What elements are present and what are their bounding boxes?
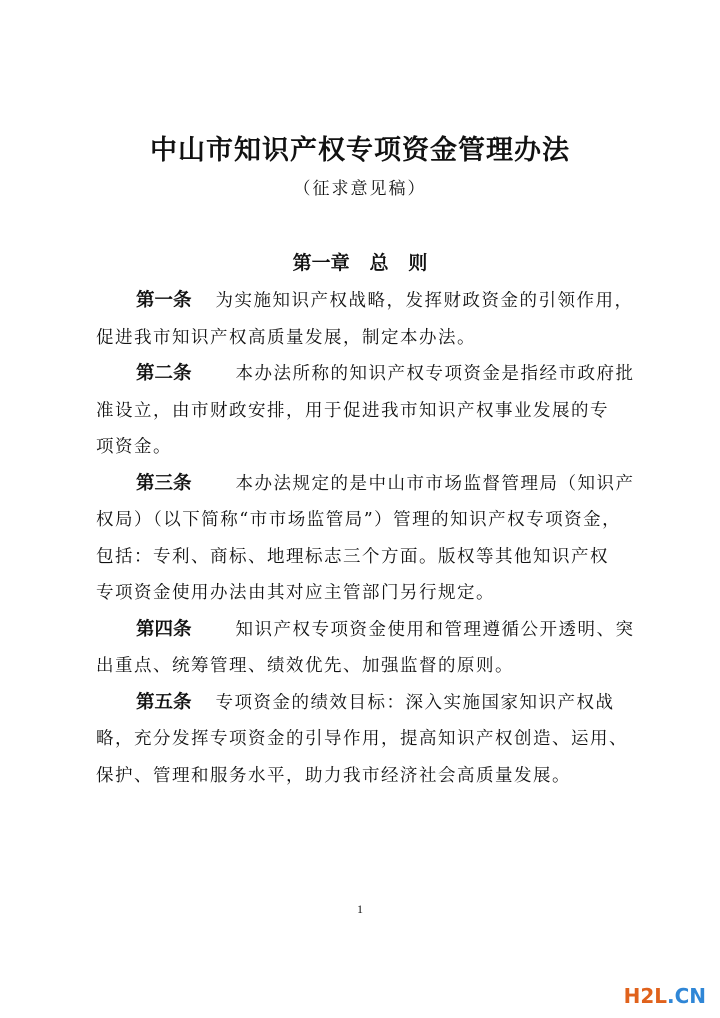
article-line: 权局）（以下简称“市市场监管局”）管理的知识产权专项资金， — [96, 510, 622, 530]
article-text: 本办法规定的是中山市市场监督管理局（知识产 — [235, 473, 635, 494]
article-text: 为实施知识产权战略，发挥财政资金的引领作用， — [215, 291, 634, 311]
article-line: 略，充分发挥专项资金的引导作用，提高知识产权创造、运用、 — [96, 729, 628, 749]
article-line: 出重点、统筹管理、绩效优先、加强监督的原则。 — [96, 656, 514, 676]
article-label: 第三条 — [136, 472, 192, 494]
article-label: 第一条 — [136, 290, 192, 311]
watermark-part-2: .CN — [666, 984, 706, 1008]
article-line: 项资金。 — [96, 437, 172, 457]
article-label: 第二条 — [136, 363, 192, 384]
article-3 — [96, 466, 640, 612]
article-line: 包括：专利、商标、地理标志三个方面。版权等其他知识产权 — [96, 546, 609, 567]
page-number: 1 — [357, 902, 363, 916]
chapter-heading: 第一章 总 则 — [292, 252, 428, 274]
article-line: 保护、管理和服务水平，助力我市经济社会高质量发展。 — [96, 765, 571, 786]
site-watermark-logo — [624, 984, 706, 1008]
article-text: 本办法所称的知识产权专项资金是指经市政府批 — [235, 364, 635, 384]
article-line — [96, 283, 640, 320]
document-subtitle: （征求意见稿） — [293, 179, 427, 199]
article-line — [96, 612, 640, 649]
document-title: 中山市知识产权专项资金管理办法 — [150, 135, 570, 166]
article-line — [96, 685, 640, 722]
article-label: 第五条 — [136, 691, 192, 713]
article-4 — [96, 612, 640, 685]
article-line: 准设立，由市财政安排，用于促进我市知识产权事业发展的专 — [96, 400, 609, 421]
article-2 — [96, 356, 640, 466]
article-5 — [96, 685, 640, 795]
article-line: 促进我市知识产权高质量发展，制定本办法。 — [96, 327, 476, 348]
article-label: 第四条 — [136, 618, 192, 640]
article-text: 知识产权专项资金使用和管理遵循公开透明、突 — [235, 619, 635, 640]
article-1 — [96, 283, 640, 356]
watermark-part-1: H2L — [623, 984, 667, 1008]
article-text: 专项资金的绩效目标：深入实施国家知识产权战 — [215, 692, 615, 713]
article-line — [96, 356, 640, 393]
document-body — [96, 283, 640, 794]
article-line — [96, 466, 640, 503]
article-line: 专项资金使用办法由其对应主管部门另行规定。 — [96, 583, 495, 603]
